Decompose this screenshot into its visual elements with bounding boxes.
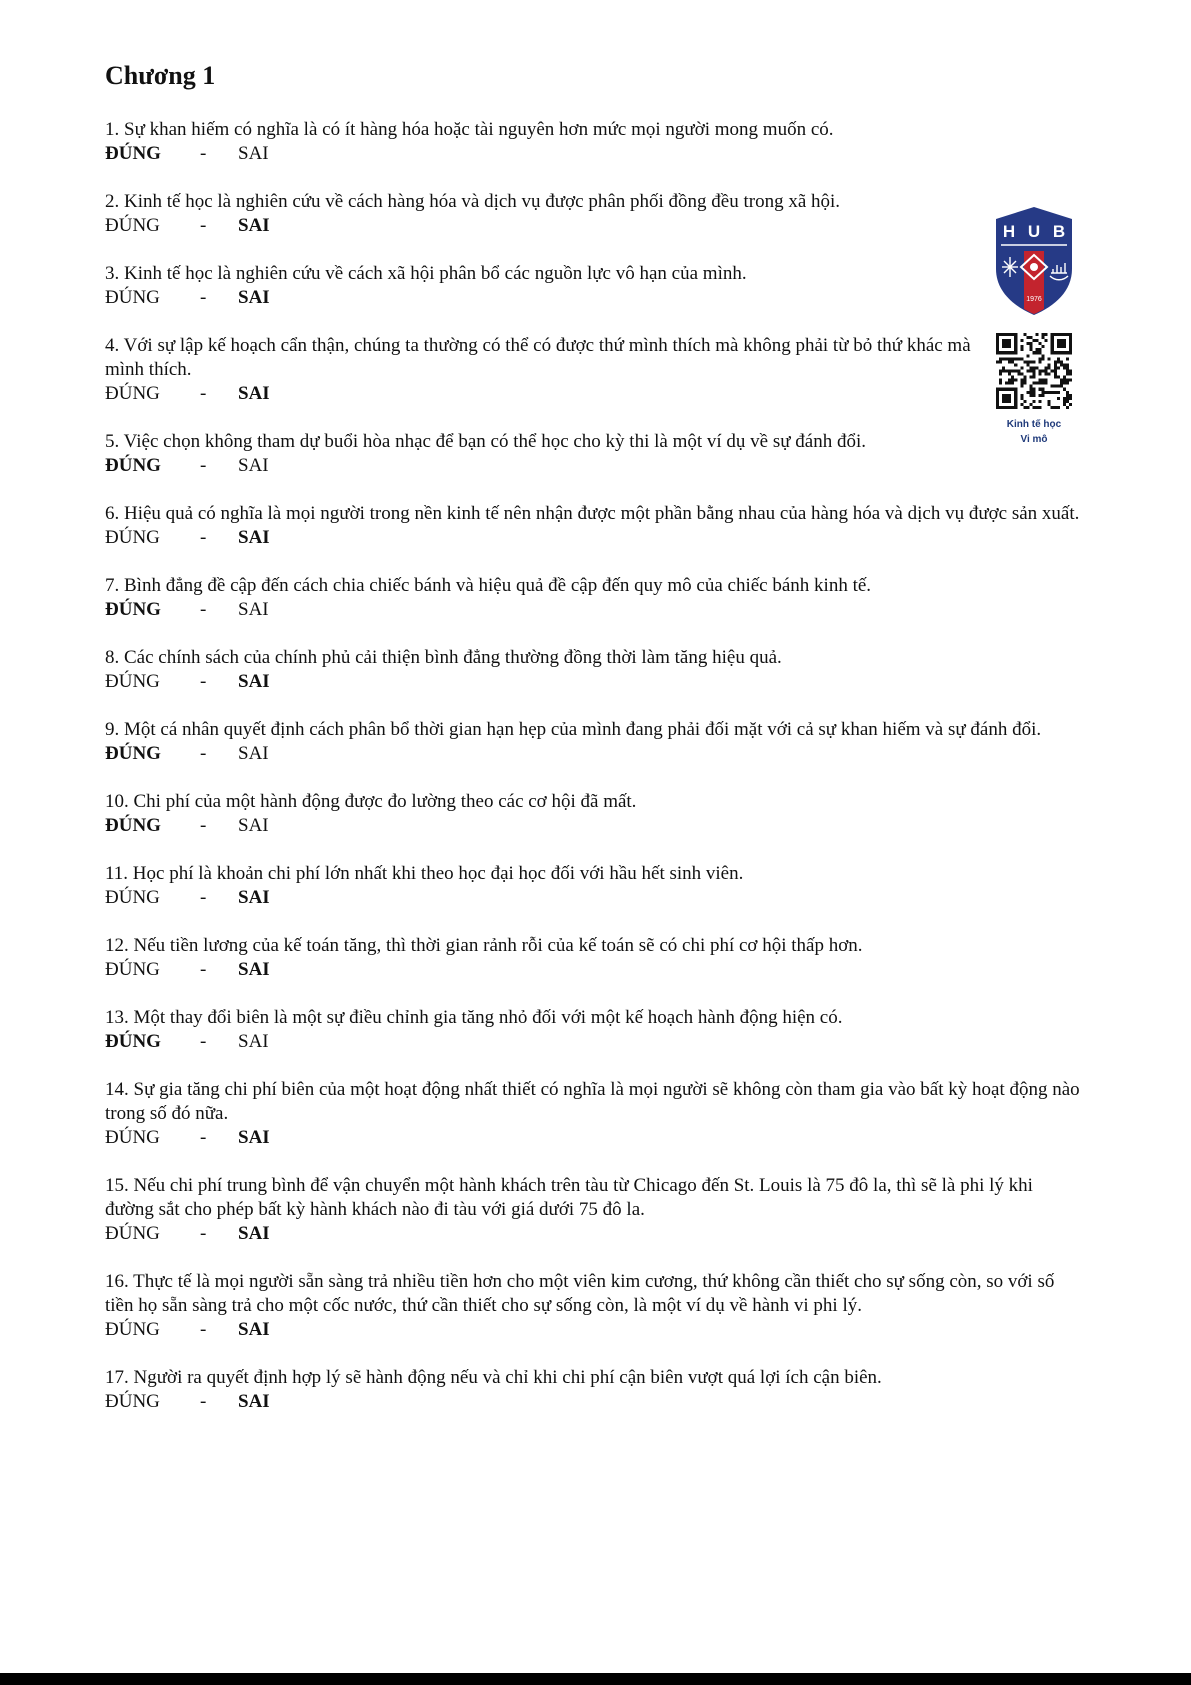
option-true[interactable]: ĐÚNG [105, 1391, 160, 1412]
answer-options [105, 454, 1080, 478]
question-text: 3. Kinh tế học là nghiên cứu về cách xã hội phân bổ các nguồn lực vô hạn của mình. [105, 263, 747, 284]
option-separator: - [200, 1223, 207, 1244]
question-item [105, 430, 1080, 478]
option-separator: - [200, 287, 207, 308]
option-true[interactable]: ĐÚNG [105, 143, 161, 164]
question-text: 7. Bình đẳng đề cập đến cách chia chiếc bánh và hiệu quả đề cập đến quy mô của chiếc bánh kinh tế. [105, 575, 872, 596]
answer-options [105, 1390, 1080, 1414]
question-item [105, 718, 1080, 766]
option-false[interactable]: SAI [238, 671, 270, 692]
option-true[interactable]: ĐÚNG [105, 383, 160, 404]
question-item [105, 790, 1080, 838]
question-text: 6. Hiệu quả có nghĩa là mọi người trong nền kinh tế nên nhận được một phần bằng nhau của hàng hóa và dịch vụ được sản xuất. [105, 503, 1080, 524]
option-false[interactable]: SAI [238, 1223, 270, 1244]
option-false[interactable]: SAI [238, 383, 270, 404]
option-true[interactable]: ĐÚNG [105, 887, 160, 908]
option-separator: - [200, 1031, 207, 1052]
option-false[interactable]: SAI [238, 287, 270, 308]
question-item [105, 190, 1080, 238]
answer-options [105, 598, 1080, 622]
question-text: 5. Việc chọn không tham dự buổi hòa nhạc để bạn có thể học cho kỳ thi là một ví dụ về sự đánh đổi. [105, 431, 867, 452]
option-true[interactable]: ĐÚNG [105, 815, 161, 836]
answer-options [105, 1126, 1080, 1150]
option-true[interactable]: ĐÚNG [105, 671, 160, 692]
option-separator: - [200, 527, 207, 548]
answer-options [105, 1030, 1080, 1054]
question-item [105, 934, 1080, 982]
option-false[interactable]: SAI [238, 1319, 270, 1340]
question-item [105, 262, 1080, 310]
answer-options [105, 670, 1080, 694]
question-item [105, 334, 1080, 406]
option-separator: - [200, 671, 207, 692]
logo-year: 1976 [1026, 296, 1042, 303]
answer-options [105, 526, 1080, 550]
option-separator: - [200, 1391, 207, 1412]
option-separator: - [200, 887, 207, 908]
question-item [105, 502, 1080, 550]
question-item [105, 1006, 1080, 1054]
question-text: 15. Nếu chi phí trung bình để vận chuyển một hành khách trên tàu từ Chicago đến St. Louis là 75 đô la, thì sẽ là phi lý khi đường sắt cho phép bất kỳ hành khách nào đi tàu với giá dưới 75 đô la. [105, 1175, 1033, 1220]
question-item [105, 646, 1080, 694]
option-true[interactable]: ĐÚNG [105, 215, 160, 236]
question-item [105, 574, 1080, 622]
question-text: 8. Các chính sách của chính phủ cải thiện bình đẳng thường đồng thời làm tăng hiệu quả. [105, 647, 782, 668]
chapter-title: Chương 1 [105, 61, 216, 90]
option-separator: - [200, 743, 207, 764]
logo-caption [993, 417, 1075, 447]
answer-options [105, 814, 1080, 838]
logo-caption-line2: Vi mô [1020, 434, 1048, 445]
answer-options [105, 1222, 1080, 1246]
answer-options [105, 142, 1080, 166]
answer-options [105, 286, 1080, 310]
option-false[interactable]: SAI [238, 1127, 270, 1148]
bottom-bar [0, 1673, 1191, 1685]
question-text: 11. Học phí là khoản chi phí lớn nhất khi theo học đại học đối với hầu hết sinh viên. [105, 863, 744, 884]
option-true[interactable]: ĐÚNG [105, 959, 160, 980]
answer-options [105, 958, 1080, 982]
option-separator: - [200, 143, 207, 164]
question-text: 17. Người ra quyết định hợp lý sẽ hành động nếu và chỉ khi chi phí cận biên vượt quá lợi ích cận biên. [105, 1367, 882, 1388]
option-false[interactable]: SAI [238, 743, 269, 764]
option-true[interactable]: ĐÚNG [105, 527, 160, 548]
logo-caption-line1: Kinh tế học [1006, 419, 1062, 430]
question-text: 12. Nếu tiền lương của kế toán tăng, thì thời gian rảnh rỗi của kế toán sẽ có chi phí cơ hội thấp hơn. [105, 935, 863, 956]
option-false[interactable]: SAI [238, 215, 270, 236]
option-false[interactable]: SAI [238, 455, 269, 476]
logo-letter-h: H [1002, 222, 1016, 241]
option-true[interactable]: ĐÚNG [105, 599, 161, 620]
option-separator: - [200, 815, 207, 836]
question-text: 1. Sự khan hiếm có nghĩa là có ít hàng hóa hoặc tài nguyên hơn mức mọi người mong muốn có. [105, 119, 834, 140]
answer-options [105, 382, 1080, 406]
question-text: 2. Kinh tế học là nghiên cứu về cách hàng hóa và dịch vụ được phân phối đồng đều trong xã hội. [105, 191, 841, 212]
answer-options [105, 214, 1080, 238]
option-true[interactable]: ĐÚNG [105, 1127, 160, 1148]
option-separator: - [200, 215, 207, 236]
option-separator: - [200, 599, 207, 620]
question-item [105, 1078, 1080, 1150]
question-item [105, 1174, 1080, 1246]
answer-options [105, 886, 1080, 910]
option-separator: - [200, 455, 207, 476]
qr-code-icon[interactable] [996, 333, 1072, 409]
logo-letter-u: U [1027, 222, 1041, 241]
question-item [105, 1366, 1080, 1414]
answer-options [105, 742, 1080, 766]
question-item [105, 862, 1080, 910]
option-false[interactable]: SAI [238, 527, 270, 548]
question-item [105, 1270, 1080, 1342]
answer-options [105, 1318, 1080, 1342]
option-true[interactable]: ĐÚNG [105, 1223, 160, 1244]
option-true[interactable]: ĐÚNG [105, 287, 160, 308]
option-separator: - [200, 1127, 207, 1148]
question-text: 16. Thực tế là mọi người sẵn sàng trả nhiều tiền hơn cho một viên kim cương, thứ không cần thiết cho sự sống còn, so với số tiền họ sẵn sàng trả cho một cốc nước, thứ cần thiết cho sự sống còn, là một ví dụ về hành vi phi lý. [105, 1271, 1055, 1316]
option-false[interactable]: SAI [238, 143, 269, 164]
option-false[interactable]: SAI [238, 959, 270, 980]
hub-logo [993, 205, 1075, 447]
option-true[interactable]: ĐÚNG [105, 455, 161, 476]
option-false[interactable]: SAI [238, 1391, 270, 1412]
option-separator: - [200, 959, 207, 980]
question-text: 14. Sự gia tăng chi phí biên của một hoạt động nhất thiết có nghĩa là mọi người sẽ không còn tham gia vào bất kỳ hoạt động nào trong số đó nữa. [105, 1079, 1080, 1124]
question-text: 13. Một thay đổi biên là một sự điều chỉnh gia tăng nhỏ đối với một kế hoạch hành động hiện có. [105, 1007, 843, 1028]
option-separator: - [200, 1319, 207, 1340]
option-true[interactable]: ĐÚNG [105, 743, 161, 764]
question-list [105, 118, 1080, 1438]
option-false[interactable]: SAI [238, 815, 269, 836]
logo-letter-b: B [1052, 222, 1066, 241]
hub-shield-icon [993, 205, 1075, 317]
option-false[interactable]: SAI [238, 1031, 269, 1052]
question-text: 10. Chi phí của một hành động được đo lường theo các cơ hội đã mất. [105, 791, 637, 812]
question-text: 9. Một cá nhân quyết định cách phân bổ thời gian hạn hẹp của mình đang phải đối mặt với cả sự khan hiếm và sự đánh đổi. [105, 719, 1042, 740]
option-false[interactable]: SAI [238, 599, 269, 620]
question-text: 4. Với sự lập kế hoạch cẩn thận, chúng ta thường có thể có được thứ mình thích mà không phải từ bỏ thứ khác mà mình thích. [105, 335, 971, 380]
question-item [105, 118, 1080, 166]
option-true[interactable]: ĐÚNG [105, 1031, 161, 1052]
option-true[interactable]: ĐÚNG [105, 1319, 160, 1340]
option-separator: - [200, 383, 207, 404]
option-false[interactable]: SAI [238, 887, 270, 908]
